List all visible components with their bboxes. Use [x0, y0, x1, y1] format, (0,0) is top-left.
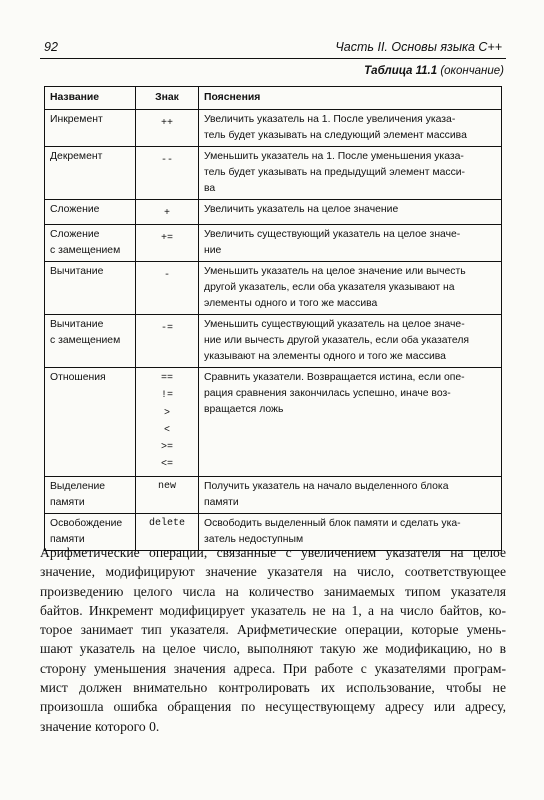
operation-name-cell: [45, 368, 136, 477]
description-line: элементы одного и того же массива: [204, 298, 378, 309]
paragraph-line: произведению целого числа на количество занимаемых типом указателя: [40, 583, 506, 599]
operator-sign: >: [163, 407, 170, 419]
description-line: вращается ложь: [204, 404, 284, 415]
table-row: [45, 225, 502, 262]
description-line: ние или вычесть другой указатель, если оба указателя: [204, 335, 470, 346]
table-row: [45, 476, 502, 513]
description-line: Сравнить указатели. Возвращается истина, если опе-: [204, 372, 465, 383]
operator-sign: ++: [160, 118, 173, 129]
table-row: [45, 200, 502, 225]
page-header: [40, 38, 506, 59]
description-cell: [199, 147, 502, 200]
operation-name-line: с замещением: [50, 335, 121, 346]
description-line: Получить указатель на начало выделенного блока: [204, 480, 449, 492]
operator-sign: delete: [148, 517, 185, 529]
operation-name-line: Сложение: [50, 229, 100, 240]
table-body: [45, 110, 502, 551]
operation-name-line: памяти: [50, 533, 85, 545]
operator-sign: !=: [160, 390, 173, 402]
description-cell: [199, 315, 502, 368]
description-cell: [199, 110, 502, 147]
operation-name-line: Сложение: [50, 204, 100, 215]
description-line: указывают на элементы одного и того же массива: [204, 351, 446, 362]
operator-sign-cell: [136, 110, 199, 147]
column-header-sign: Знак: [136, 87, 199, 110]
paragraph-line: шают указатель на целое число, выполняют такую же модификацию, но в: [40, 641, 506, 657]
paragraph-line: мист должен внимательно контролировать их использование, чтобы не: [40, 680, 506, 696]
operator-sign-cell: [136, 200, 199, 225]
operator-sign-cell: [136, 262, 199, 315]
operator-sign: new: [157, 480, 176, 492]
operator-sign: <: [163, 424, 170, 436]
column-header-description: Пояснения: [199, 87, 502, 110]
description-line: затель недоступным: [204, 533, 304, 545]
paragraph-line: байтов. Инкремент модифицирует указатель не на 1, а на число байтов, ко-: [40, 602, 506, 618]
page-number: 92: [44, 40, 58, 54]
description-line: тель будет указывать на следующий элемент массива: [204, 130, 467, 141]
column-header-name: Название: [45, 87, 136, 110]
operator-sign: -=: [160, 323, 173, 334]
table-row: [45, 147, 502, 200]
description-line: Увеличить указатель на 1. После увеличения указа-: [204, 114, 456, 125]
description-line: Уменьшить существующий указатель на целое значе-: [204, 319, 465, 330]
operator-sign: +=: [160, 233, 173, 244]
description-line: памяти: [204, 496, 239, 508]
operation-name-cell: [45, 476, 136, 513]
operation-name-cell: [45, 262, 136, 315]
description-line: Освободить выделенный блок памяти и сделать ука-: [204, 517, 461, 529]
description-line: Увеличить существующий указатель на целое значе-: [204, 229, 461, 240]
operation-name-line: памяти: [50, 496, 85, 508]
description-line: ва: [204, 183, 216, 194]
table-caption-note: (окончание): [437, 65, 504, 77]
operation-name-cell: [45, 200, 136, 225]
operation-name-line: Инкремент: [50, 114, 103, 125]
operator-sign-cell: [136, 225, 199, 262]
description-line: Уменьшить указатель на 1. После уменьшения указа-: [204, 151, 464, 162]
operation-name-line: Вычитание: [50, 266, 104, 277]
operator-sign: ==: [160, 373, 173, 384]
running-title: Часть II. Основы языка С++: [335, 40, 502, 54]
description-cell: [199, 368, 502, 477]
operation-name-cell: [45, 110, 136, 147]
operator-sign-cell: [136, 147, 199, 200]
paragraph-line: сторону уменьшения значения адреса. При работе с указателями програм-: [40, 660, 506, 676]
operator-sign-cell: [136, 476, 199, 513]
description-line: Уменьшить указатель на целое значение или вычесть: [204, 266, 466, 277]
operation-name-line: Освобождение: [50, 517, 123, 529]
paragraph-line: Арифметические операции, связанные с увеличением указателя на целое: [40, 545, 506, 560]
operation-name-line: Вычитание: [50, 319, 104, 330]
description-line: рация сравнения закончилась успешно, иначе воз-: [204, 388, 451, 399]
operation-name-cell: [45, 225, 136, 262]
table-row: [45, 262, 502, 315]
body-paragraph: [40, 543, 506, 736]
description-line: Увеличить указатель на целое значение: [204, 204, 399, 215]
operation-name-cell: [45, 315, 136, 368]
table-row: [45, 315, 502, 368]
table-caption: [364, 65, 504, 77]
table-row: [45, 110, 502, 147]
operator-sign: --: [160, 155, 173, 166]
table-header-row: [45, 87, 502, 110]
description-cell: [199, 476, 502, 513]
description-cell: [199, 225, 502, 262]
paragraph-line: значение которого 0.: [40, 718, 160, 734]
description-cell: [199, 262, 502, 315]
description-line: другой указатель, если оба указателя указывают на: [204, 282, 455, 293]
operator-sign-cell: [136, 315, 199, 368]
table-row: [45, 368, 502, 477]
description-line: тель будет указывать на предыдущий элемент масси-: [204, 167, 466, 178]
operation-name-cell: [45, 147, 136, 200]
operator-sign-cell: [136, 368, 199, 477]
table-number: Таблица 11.1: [364, 65, 438, 77]
operator-sign: <=: [160, 459, 173, 471]
operation-name-line: с замещением: [50, 245, 121, 256]
operator-sign: +: [163, 208, 170, 219]
operator-sign: >=: [160, 442, 173, 454]
paragraph-line: произошла ошибка обращения по несуществующему адресу или адресу,: [40, 699, 506, 715]
description-cell: [199, 200, 502, 225]
operator-sign: -: [163, 270, 170, 281]
operations-table: [44, 86, 502, 551]
description-line: ние: [204, 245, 222, 256]
operation-name-line: Декремент: [50, 151, 103, 162]
paragraph-line: значение, модифицируют значение указателя на число, соответствующее: [40, 564, 506, 580]
operation-name-line: Отношения: [50, 372, 106, 383]
paragraph-line: торое занимает тип указателя. Арифметические операции, которые умень-: [40, 622, 506, 638]
operation-name-line: Выделение: [50, 480, 106, 492]
